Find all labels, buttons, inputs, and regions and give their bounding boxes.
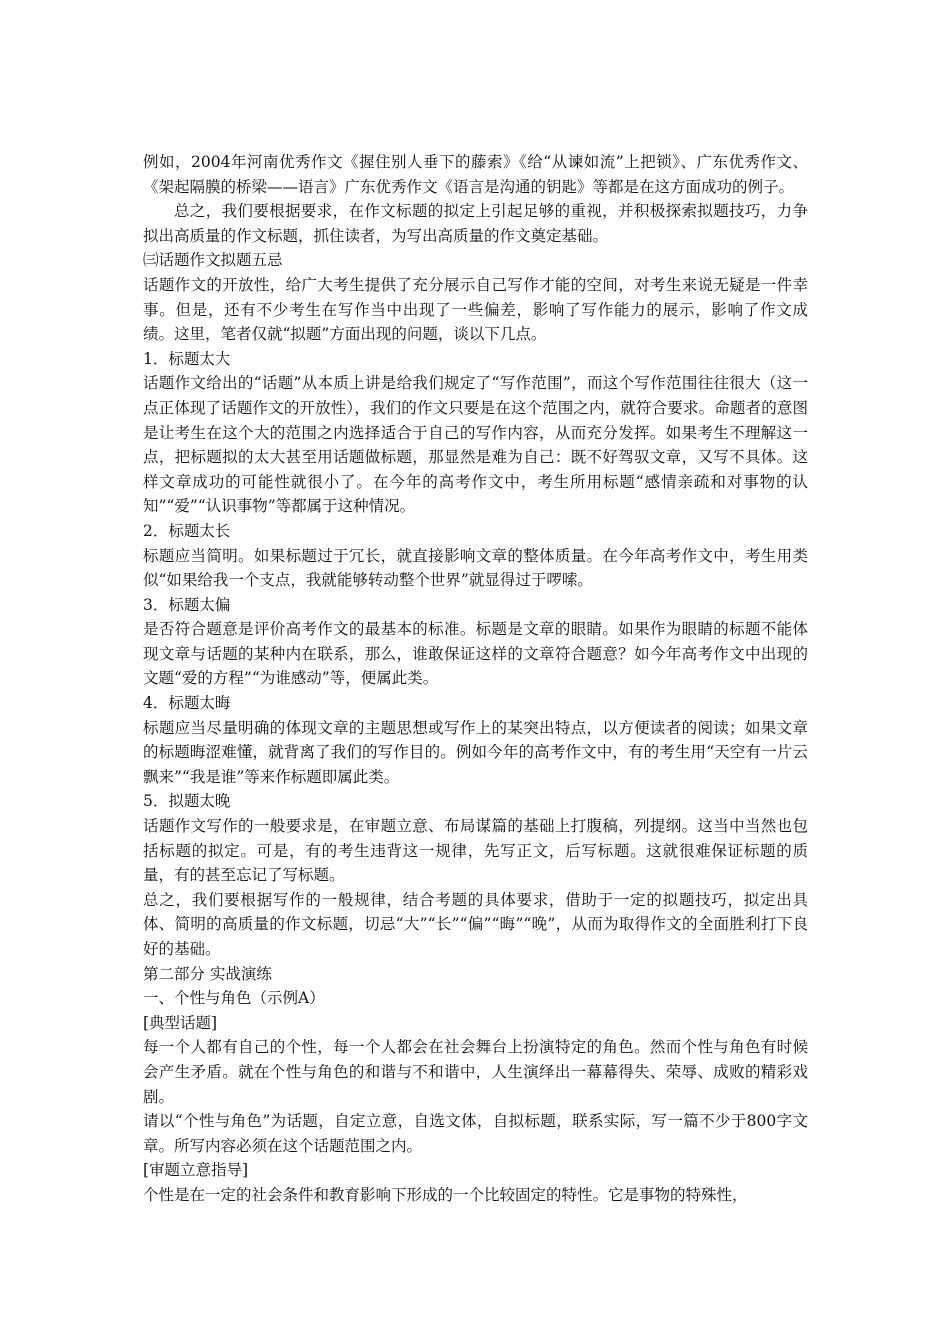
point-heading-4: 4．标题太晦 — [143, 694, 231, 713]
part-heading: 第二部分 实战演练 — [143, 964, 272, 983]
guidance-label: [审题立意指导] — [143, 1161, 249, 1180]
point-heading-3: 3．标题太偏 — [143, 595, 231, 614]
typical-topic-label: [典型话题] — [143, 1013, 218, 1032]
paragraph-conclusion: 总之，我们要根据写作的一般规律，结合考题的具体要求，借助于一定的拟题技巧，拟定出具体、简明的高质量的作文标题，切忌“大”“长”“偏”“晦”“晚”，从而为取得作文的全面胜利打下良好的基础。 — [143, 890, 808, 958]
paragraph-writing-prompt: 请以“个性与角色”为话题，自定立意，自选文体，自拟标题，联系实际，写一篇不少于800字文章。所写内容必须在这个话题范围之内。 — [143, 1112, 808, 1155]
point-heading-2: 2．标题太长 — [143, 521, 231, 540]
topic-heading: 一、个性与角色（示例A） — [143, 989, 325, 1008]
paragraph-intro: 话题作文的开放性，给广大考生提供了充分展示自己写作才能的空间，对考生来说无疑是一件幸事。但是，还有不少考生在写作当中出现了一些偏差，影响了写作能力的展示，影响了作文成绩。这里，笔者仅就“拟题”方面出现的问题，谈以下几点。 — [143, 275, 808, 344]
point-heading-1: 1．标题太大 — [143, 349, 231, 368]
paragraph-point-4: 标题应当尽量明确的体现文章的主题思想或写作上的某突出特点，以方便读者的阅读；如果文章的标题晦涩难懂，就背离了我们的写作目的。例如今年的高考作文中，有的考生用“天空有一片云飘来”“我是谁”等来作标题即属此类。 — [143, 718, 808, 786]
paragraph-summary: 总之，我们要根据要求，在作文标题的拟定上引起足够的重视，并积极探索拟题技巧，力争拟出高质量的作文标题，抓住读者，为写出高质量的作文奠定基础。 — [143, 202, 808, 245]
paragraph-topic-description: 每一个人都有自己的个性，每一个人都会在社会舞台上扮演特定的角色。然而个性与角色有时候会产生矛盾。就在个性与角色的和谐与不和谐中，人生演绎出一幕幕得失、荣辱、成败的精彩戏剧。 — [143, 1038, 808, 1106]
paragraph-point-2: 标题应当简明。如果标题过于冗长，就直接影响文章的整体质量。在今年高考作文中，考生用类似“如果给我一个支点，我就能够转动整个世界”就显得过于啰嗦。 — [143, 546, 808, 590]
document-body — [143, 150, 808, 1208]
point-heading-5: 5．拟题太晚 — [143, 792, 231, 811]
paragraph-point-1: 话题作文给出的“话题”从本质上讲是给我们规定了“写作范围”，而这个写作范围往往很大（这一点正体现了话题作文的开放性），我们的作文只要是在这个范围之内，就符合要求。命题者的意图是让考生在这个大的范围之内选择适合于自己的写作内容，从而充分发挥。如果考生不理解这一点，把标题拟的太大甚至用话题做标题，那显然是难为自己：既不好驾驭文章，又写不具体。这样文章成功的可能性就很小了。在今年的高考作文中，考生所用标题“感情亲疏和对事物的认知”“爱”“认识事物”等都属于这种情况。 — [143, 374, 808, 516]
paragraph-guidance: 个性是在一定的社会条件和教育影响下形成的一个比较固定的特性。它是事物的特殊性， — [143, 1185, 748, 1204]
paragraph-point-5: 话题作文写作的一般要求是，在审题立意、布局谋篇的基础上打腹稿，列提纲。这当中当然也包括标题的拟定。可是，有的考生违背这一规律，先写正文，后写标题。这就很难保证标题的质量，有的甚至忘记了写标题。 — [143, 817, 808, 885]
paragraph-point-3: 是否符合题意是评价高考作文的最基本的标准。标题是文章的眼睛。如果作为眼睛的标题不能体现文章与话题的某种内在联系，那么，谁敢保证这样的文章符合题意？如今年高考作文中出现的文题“爱的方程”“为谁感动”等，便属此类。 — [143, 620, 808, 688]
section-heading-five-taboos: ㈢话题作文拟题五忌 — [143, 251, 283, 270]
paragraph-examples: 例如，2004年河南优秀作文《握住别人垂下的藤索》《给“从谏如流”上把锁》、广东优秀作文、《架起隔膜的桥梁——语言》广东优秀作文《语言是沟通的钥匙》等都是在这方面成功的例子。 — [143, 153, 808, 196]
